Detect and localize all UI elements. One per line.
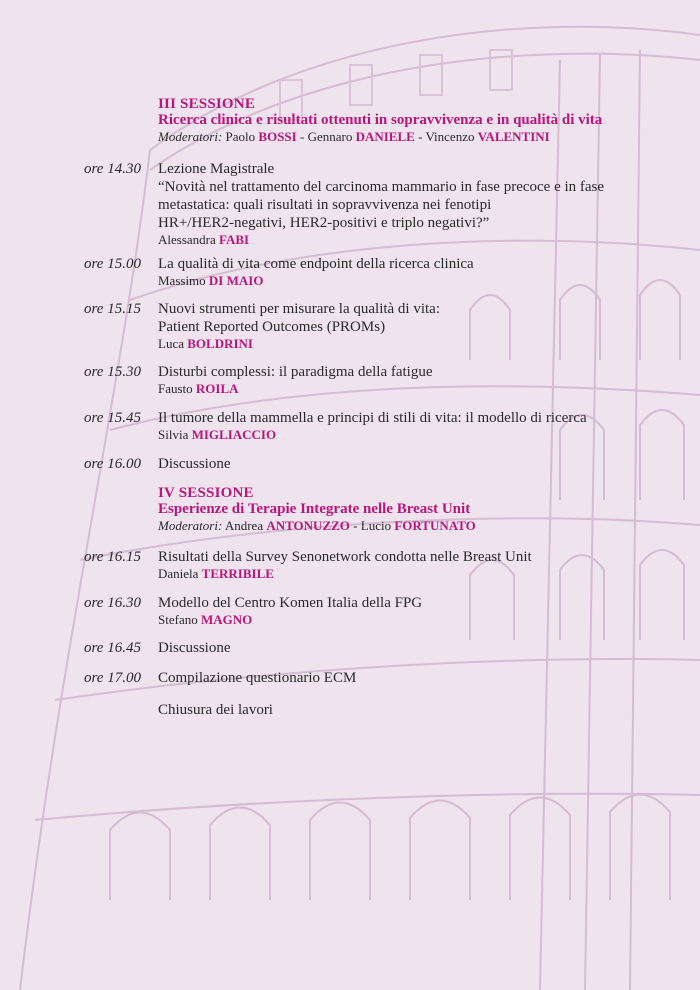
- moderator-surname: ANTONUZZO: [266, 518, 350, 533]
- speaker-surname: DI MAIO: [208, 273, 264, 288]
- moderator-first-name: Lucio: [360, 518, 392, 533]
- moderator-first-name: Andrea: [224, 518, 264, 533]
- speaker-surname: MIGLIACCIO: [191, 427, 277, 442]
- item-line: Risultati della Survey Senonetwork condotta nelle Breast Unit: [158, 549, 532, 565]
- item-line: Discussione: [158, 456, 231, 472]
- item-speaker: [158, 566, 678, 582]
- speaker-surname: FABI: [219, 232, 250, 247]
- session-4-moderators: Moderatori: Andrea ANTONUZZO - Lucio FORTUNATO: [158, 518, 476, 533]
- item-speaker: [158, 336, 678, 352]
- item-line: “Novità nel trattamento del carcinoma mammario in fase precoce e in fase: [158, 179, 605, 195]
- item-line: Compilazione questionario ECM: [158, 670, 357, 686]
- item-time: ore 14.30: [84, 161, 141, 177]
- moderator-first-name: Gennaro: [307, 129, 353, 144]
- speaker-surname: TERRIBILE: [201, 566, 274, 581]
- item-time: ore 16.45: [84, 640, 141, 656]
- item-speaker: [158, 381, 678, 397]
- item-time: ore 16.00: [84, 456, 141, 472]
- item-speaker: [158, 427, 678, 443]
- session-3-title: III SESSIONE: [158, 96, 256, 112]
- moderator-first-name: Vincenzo: [425, 129, 475, 144]
- item-line: Disturbi complessi: il paradigma della fatigue: [158, 364, 433, 380]
- item-time: ore 16.15: [84, 549, 141, 565]
- speaker-first-name: Fausto: [158, 381, 193, 396]
- item-line: Il tumore della mammella e principi di stili di vita: il modello di ricerca: [158, 410, 587, 426]
- moderators-label: Moderatori:: [158, 129, 223, 144]
- item-time: ore 15.45: [84, 410, 141, 426]
- moderator-surname: VALENTINI: [477, 129, 550, 144]
- moderator-surname: FORTUNATO: [394, 518, 476, 533]
- item-time: ore 16.30: [84, 595, 141, 611]
- item-line: Discussione: [158, 640, 231, 656]
- item-line: HR+/HER2-negativi, HER2-positivi e triplo negativi?”: [158, 215, 490, 231]
- item-line: La qualità di vita come endpoint della ricerca clinica: [158, 256, 474, 272]
- moderator-surname: DANIELE: [355, 129, 415, 144]
- item-line: Nuovi strumenti per misurare la qualità di vita:: [158, 301, 441, 317]
- speaker-surname: BOLDRINI: [187, 336, 253, 351]
- speaker-first-name: Stefano: [158, 612, 198, 627]
- item-line: Chiusura dei lavori: [158, 702, 273, 718]
- item-line: Lezione Magistrale: [158, 161, 275, 177]
- item-line: Modello del Centro Komen Italia della FPG: [158, 595, 423, 611]
- speaker-first-name: Daniela: [158, 566, 199, 581]
- session-3-moderators: Moderatori: Paolo BOSSI - Gennaro DANIELE - Vincenzo VALENTINI: [158, 129, 550, 144]
- item-time: ore 17.00: [84, 670, 141, 686]
- moderator-first-name: Paolo: [225, 129, 256, 144]
- item-line: metastatica: quali risultati in sopravvivenza nei fenotipi: [158, 197, 492, 213]
- speaker-first-name: Luca: [158, 336, 184, 351]
- session-4-title: IV SESSIONE: [158, 485, 254, 501]
- speaker-first-name: Massimo: [158, 273, 206, 288]
- item-time: ore 15.15: [84, 301, 141, 317]
- session-4-subtitle: Esperienze di Terapie Integrate nelle Breast Unit: [158, 501, 471, 517]
- speaker-surname: MAGNO: [200, 612, 253, 627]
- item-speaker: [158, 273, 678, 289]
- item-time: ore 15.30: [84, 364, 141, 380]
- item-time: ore 15.00: [84, 256, 141, 272]
- moderator-surname: BOSSI: [258, 129, 297, 144]
- item-speaker: [158, 232, 678, 248]
- speaker-first-name: Alessandra: [158, 232, 216, 247]
- speaker-surname: ROILA: [195, 381, 239, 396]
- session-4-header: [158, 485, 476, 534]
- moderators-label: Moderatori:: [158, 518, 223, 533]
- session-3-subtitle: Ricerca clinica e risultati ottenuti in sopravvivenza e in qualità di vita: [158, 112, 603, 128]
- session-3-header: [158, 96, 602, 145]
- item-line: Patient Reported Outcomes (PROMs): [158, 319, 386, 335]
- item-speaker: [158, 612, 678, 628]
- speaker-first-name: Silvia: [158, 427, 189, 442]
